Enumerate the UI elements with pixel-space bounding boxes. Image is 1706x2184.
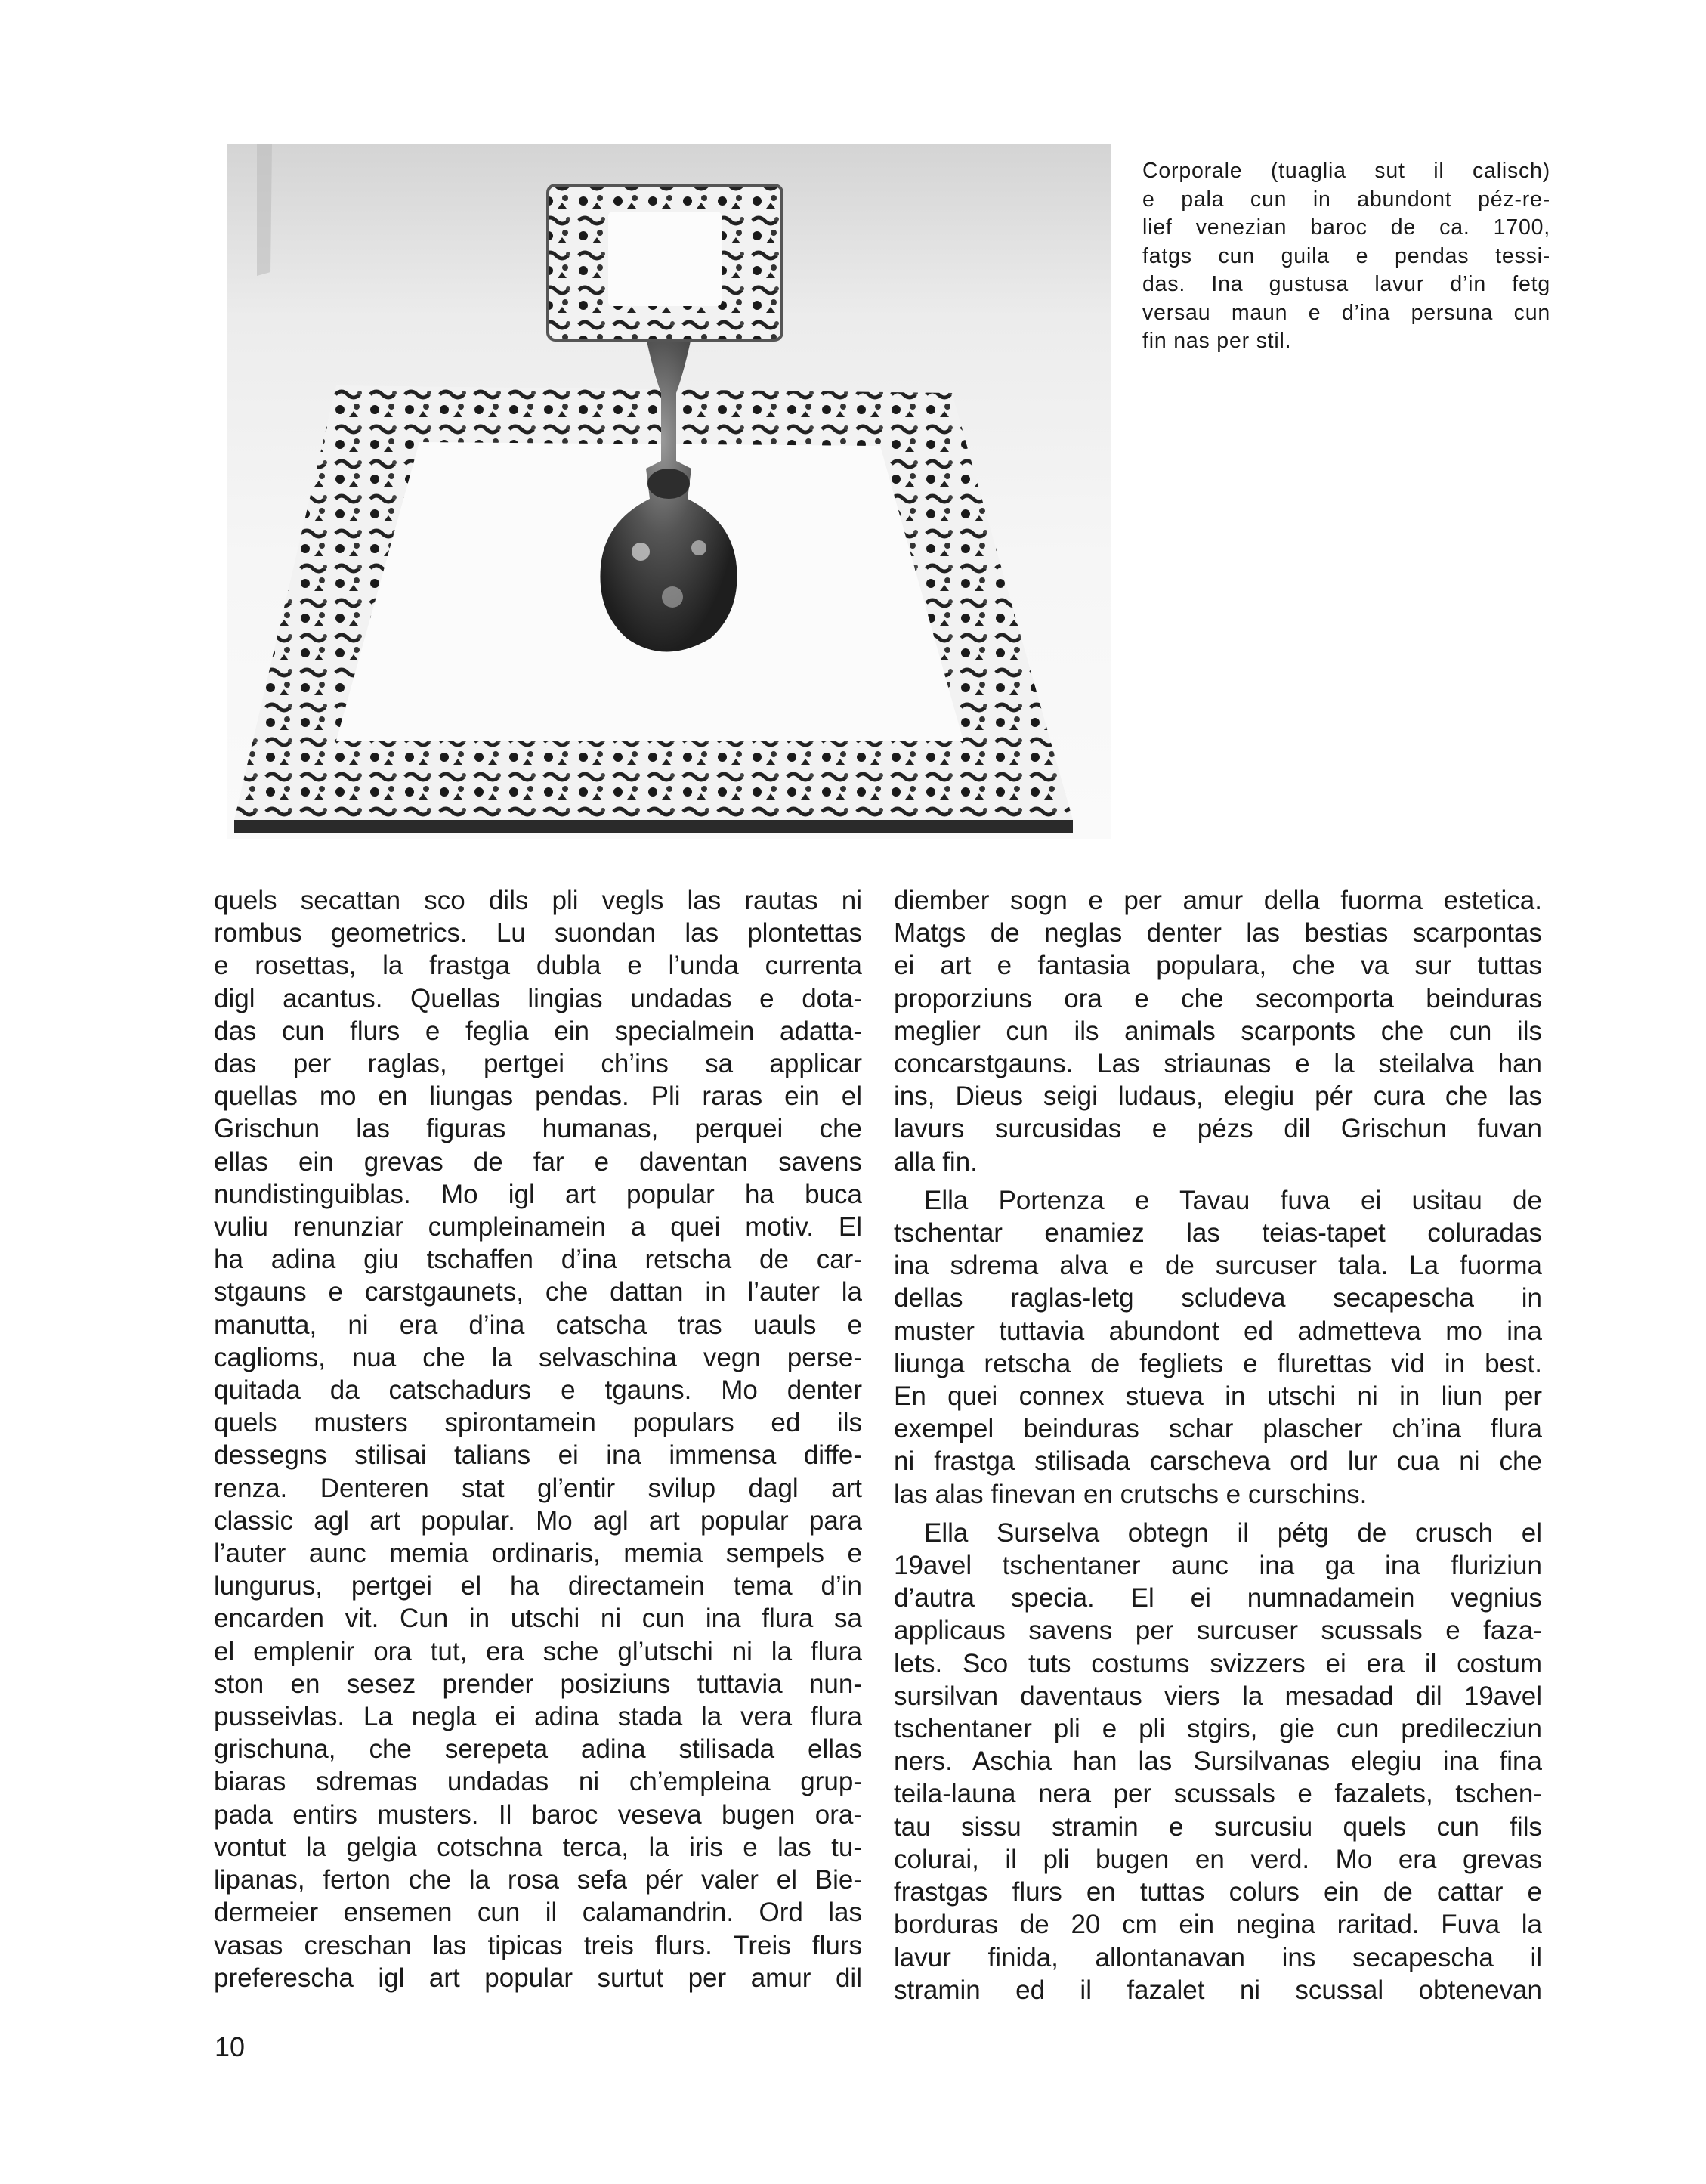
text-line: Corporale (tuaglia sut il calisch)	[1142, 159, 1550, 183]
page-number: 10	[215, 2031, 246, 2062]
text-line: vasas creschan las tipicas treis flurs. Treis flurs	[214, 1930, 862, 1960]
text-line: ston en sesez prender posiziuns tuttavia nun-	[214, 1669, 862, 1699]
text-line: ners. Aschia han las Sursilvanas elegiu ina fina	[894, 1746, 1542, 1777]
text-line: borduras de 20 cm ein negina raritad. Fuva la	[894, 1910, 1542, 1940]
text-line: das. Ina gustusa lavur d’in fetg	[1142, 272, 1550, 296]
text-line: el emplenir ora tut, era sche gl’utschi ni la flura	[214, 1636, 862, 1666]
text-line: digl acantus. Quellas lingias undadas e dota-	[214, 983, 862, 1013]
text-line: ellas ein grevas de far e daventan savens	[214, 1146, 862, 1177]
text-line: ins, Dieus seigi ludaus, elegiu pér cura che las	[894, 1081, 1542, 1112]
text-line: pada entirs musters. Il baroc veseva bugen ora-	[214, 1799, 862, 1830]
text-line: dermeier ensemen cun il calamandrin. Ord las	[214, 1898, 862, 1928]
text-line: quellas mo en liungas pendas. Pli raras ein el	[214, 1081, 862, 1112]
text-line: dessegns stilisai talians ei ina immensa diffe-	[214, 1440, 862, 1471]
text-line: lief venezian baroc de ca. 1700,	[1142, 215, 1550, 240]
text-line: lavurs surcusidas e pézs dil Grischun fuvan	[894, 1114, 1542, 1144]
text-line: encarden vit. Cun in utschi ni cun ina flura sa	[214, 1604, 862, 1634]
text-line: quitada da catschadurs e tgauns. Mo denter	[214, 1375, 862, 1406]
text-line: ha adina giu tschaffen d’ina retscha de car-	[214, 1245, 862, 1275]
text-line: grischuna, che serepeta adina stilisada ellas	[214, 1734, 862, 1765]
body-column-left	[214, 884, 862, 1994]
text-line: lungurus, pertgei el ha directamein tema d’in	[214, 1571, 862, 1601]
text-line: das per raglas, pertgei ch’ins sa applicar	[214, 1049, 862, 1079]
text-line: biaras sdremas undadas ni ch’empleina grup-	[214, 1767, 862, 1797]
text-line: meglier cun ils animals scarponts che cun ils	[894, 1016, 1542, 1046]
text-line: Ella Surselva obtegn il pétg de crusch el	[924, 1517, 1542, 1548]
corporale-illustration	[227, 144, 1111, 839]
text-line: tau sissu stramin e surcusiu quels cun fils	[894, 1811, 1542, 1842]
text-line: Matgs de neglas denter las bestias scarpontas	[894, 918, 1542, 948]
cloth-fold	[257, 144, 272, 276]
paragraph-gap	[894, 1511, 1542, 1517]
text-line: ei art e fantasia populara, che va sur tuttas	[894, 951, 1542, 981]
text-line: e pala cun in abundont péz-re-	[1142, 187, 1550, 212]
text-line: Grischun las figuras humanas, perquei che	[214, 1114, 862, 1144]
text-line: muster tuttavia abundont ed admetteva mo ina	[894, 1316, 1542, 1346]
text-line: En quei connex stueva in utschi ni in liun per	[894, 1381, 1542, 1412]
text-line: renza. Denteren stat gl’entir svilup dagl art	[214, 1473, 862, 1503]
text-line: liunga retscha de fegliets e flurettas vid in best.	[894, 1348, 1542, 1378]
body-column-right	[894, 884, 1542, 2006]
paragraph	[894, 1517, 1542, 2006]
text-line: caglioms, nua che la selvaschina vegn perse-	[214, 1342, 862, 1372]
text-line: sursilvan daventaus viers la mesadad dil 19avel	[894, 1681, 1542, 1711]
text-line: nundistinguiblas. Mo igl art popular ha buca	[214, 1179, 862, 1209]
text-line: rombus geometrics. Lu suondan las plontettas	[214, 918, 862, 948]
text-line: pusseivlas. La negla ei adina stada la vera flura	[214, 1702, 862, 1732]
text-line: l’auter aunc memia ordinaris, memia sempels e	[214, 1539, 862, 1569]
text-line: versau maun e d’ina persuna cun	[1142, 300, 1550, 325]
paragraph	[214, 884, 862, 1994]
text-line: quels secattan sco dils pli vegls las rautas ni	[214, 886, 862, 915]
text-line: manutta, ni era d’ina catscha tras uauls e	[214, 1310, 862, 1340]
text-line: e rosettas, la frastga dubla e l’unda currenta	[214, 951, 862, 981]
text-line: lipanas, ferton che la rosa sefa pér valer el Bie-	[214, 1865, 862, 1895]
text-line: ni frastga stilisada carscheva ord lur cua ni che	[894, 1446, 1542, 1477]
paragraph-gap	[894, 1178, 1542, 1184]
text-line: colurai, il pli bugen en verd. Mo era grevas	[894, 1844, 1542, 1874]
text-line: alla fin.	[894, 1146, 978, 1177]
text-line: vontut la gelgia cotschna terca, la iris e las tu-	[214, 1832, 862, 1862]
text-line: stramin ed il fazalet ni scussal obtenevan	[894, 1975, 1542, 2005]
text-line: diember sogn e per amur della fuorma estetica.	[894, 886, 1542, 915]
text-line: quels musters spirontamein populars ed ils	[214, 1408, 862, 1438]
text-line: teila-launa nera per scussals e fazalets, tschen-	[894, 1779, 1542, 1809]
text-line: las alas finevan en crutschs e curschins.	[894, 1479, 1368, 1509]
pala	[548, 185, 782, 340]
text-line: fatgs cun guila e pendas tessi-	[1142, 243, 1550, 268]
text-line: lets. Sco tuts costums svizzers ei era il costum	[894, 1648, 1542, 1678]
text-line: 19avel tschentaner aunc ina ga ina fluriziun	[894, 1551, 1542, 1581]
text-line: concarstgauns. Las striaunas e la steilalva han	[894, 1049, 1542, 1079]
text-line: stgauns e carstgaunets, che dattan in l’auter la	[214, 1277, 862, 1307]
figure-caption	[1142, 157, 1550, 356]
text-line: das cun flurs e feglia ein specialmein adatta-	[214, 1016, 862, 1046]
text-line: fin nas per stil.	[1142, 329, 1292, 353]
text-line: vuliu renunziar cumpleinamein a quei motiv. El	[214, 1212, 862, 1242]
text-line: applicaus savens per surcuser scussals e faza-	[894, 1616, 1542, 1646]
text-line: Ella Portenza e Tavau fuva ei usitau de	[924, 1185, 1542, 1215]
text-line: preferescha igl art popular surtut per amur dil	[214, 1963, 862, 1993]
text-line: tschentaner pli e pli stgirs, gie cun predilecziun	[894, 1714, 1542, 1744]
text-line: frastgas flurs en tuttas colurs ein de cattar e	[894, 1877, 1542, 1907]
paragraph	[894, 1184, 1542, 1511]
text-line: d’autra specia. El ei numnadamein vegnius	[894, 1583, 1542, 1613]
corporale-photo	[227, 144, 1111, 839]
text-line: lavur finida, allontanavan ins secapescha il	[894, 1942, 1542, 1972]
text-line: tschentar enamiez las teias-tapet coluradas	[894, 1218, 1542, 1248]
paragraph	[894, 884, 1542, 1178]
text-line: proporziuns ora e che secomporta beinduras	[894, 983, 1542, 1013]
text-line: ina sdrema alva e de surcuser tala. La fuorma	[894, 1251, 1542, 1281]
text-line: exempel beinduras schar plascher ch’ina flura	[894, 1414, 1542, 1444]
text-line: dellas raglas-letg scludeva secapescha in	[894, 1283, 1542, 1313]
text-line: classic agl art popular. Mo agl art popular para	[214, 1505, 862, 1536]
